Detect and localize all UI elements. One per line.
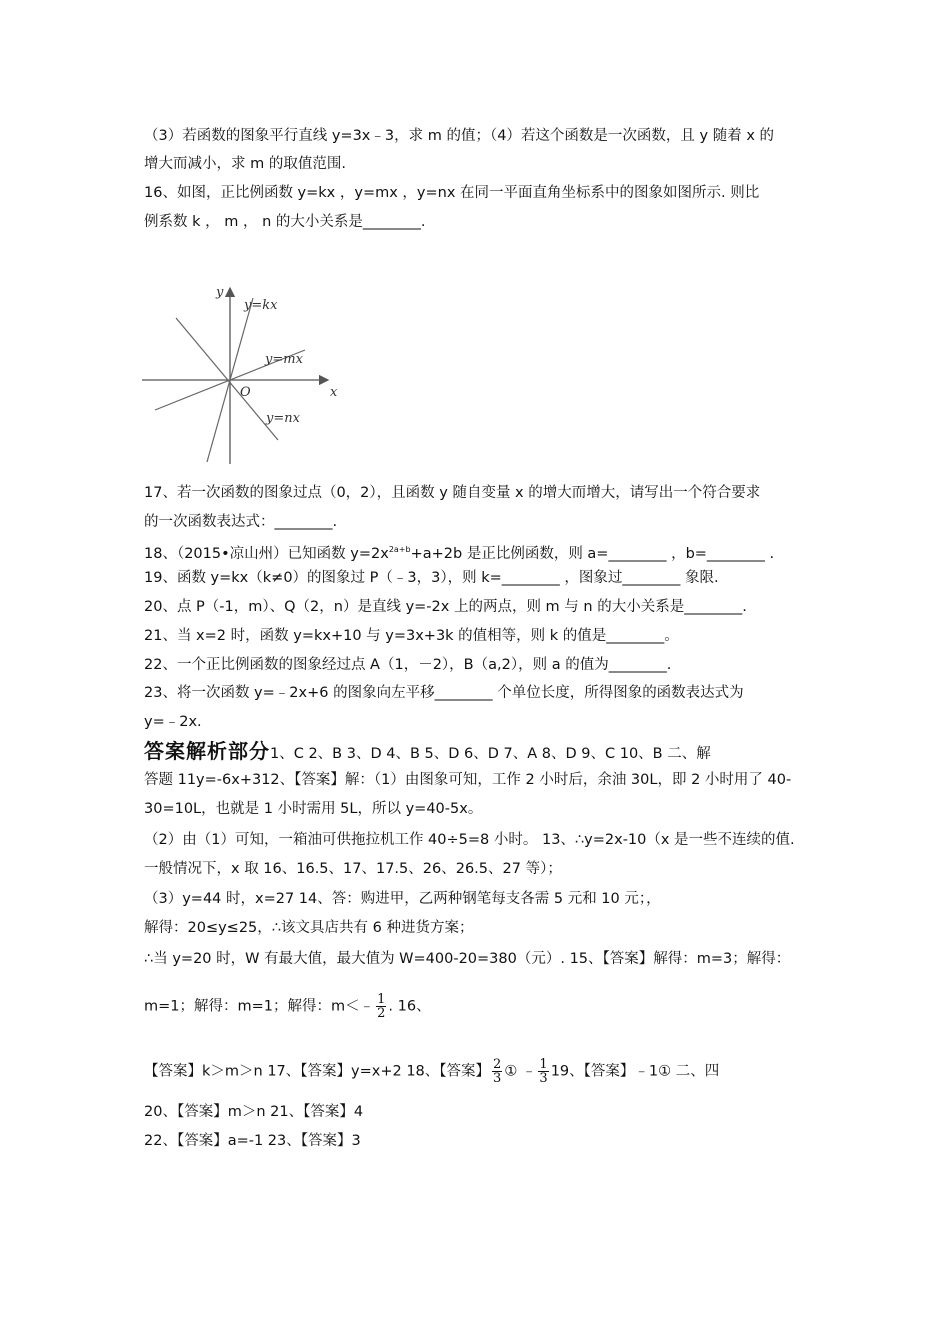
answers-line6: （3）y=44 时，x=27 14、答：购进甲，乙两种钢笔每支各需 5 元和 10 元；， — [144, 891, 661, 907]
answers-line8: ∴当 y=20 时，W 有最大值，最大值为 W=400-20=380（元）. 15、【答案】解得：m=3；解得： — [144, 951, 791, 967]
answers-line7: 解得：20≤y≤25，∴该文具店共有 6 种进货方案； — [144, 920, 474, 936]
fraction-denominator: 2 — [377, 1006, 386, 1021]
q16-line2: 例系数 k ， m ， n 的大小关系是________. — [144, 214, 426, 230]
fraction-denominator: 3 — [539, 1071, 548, 1086]
line-nx — [176, 318, 278, 440]
x-axis-label: x — [330, 385, 338, 400]
q21: 21、当 x=2 时，函数 y=kx+10 与 y=3x+3k 的值相等，则 k 的值是________。 — [144, 628, 679, 644]
q15-part3-4-line2: 增大而减小，求 m 的取值范围. — [144, 156, 346, 172]
q18-text-a: 18、（2015•凉山州）已知函数 y=2x — [144, 545, 389, 562]
q18-text-b: +a+2b 是正比例函数，则 a=________ ，b=________ . — [410, 545, 775, 562]
answers-line12: 22、【答案】a=-1 23、【答案】3 — [144, 1133, 361, 1149]
q20: 20、点 P（-1，m）、Q（2，n）是直线 y=-2x 上的两点，则 m 与 n 的大小关系是________. — [144, 599, 747, 615]
answers-line5: 一般情况下，x 取 16、16.5、17、17.5、26、26.5、27 等）； — [144, 861, 562, 877]
answers-line2: 答题 11y=-6x+312、【答案】解：（1）由图象可知，工作 2 小时后，余油 30L，即 2 小时用了 40- — [144, 772, 792, 788]
fraction-numerator: 1 — [539, 1057, 548, 1072]
q18-exponent: 2a+b — [388, 545, 411, 554]
fraction-denominator: 3 — [493, 1071, 502, 1086]
q22: 22、一个正比例函数的图象经过点 A（1，－2），B（a,2），则 a 的值为________. — [144, 657, 672, 673]
q19: 19、函数 y=kx（k≠0）的图象过 P（﹣3，3），则 k=________ ，图象过________ 象限. — [144, 570, 719, 586]
fraction-one-third — [538, 1058, 548, 1085]
answers-line10-text-a: 【答案】k＞m＞n 17、【答案】y=x+2 18、【答案】 — [144, 1063, 491, 1080]
q18 — [144, 540, 774, 564]
fraction-one-half — [376, 993, 386, 1020]
label-nx: y=nx — [266, 411, 300, 426]
fraction-two-thirds — [492, 1058, 502, 1085]
answers-mc: 1、C 2、B 3、D 4、B 5、D 6、D 7、A 8、D 9、C 10、B 二、解 — [270, 746, 711, 762]
answer-section-title: 答案解析部分 — [144, 739, 270, 763]
answers-line9 — [144, 993, 431, 1020]
answers-line4: （2）由（1）可知，一箱油可供拖拉机工作 40÷5=8 小时。 13、∴y=2x-10（x 是一些不连续的值. — [144, 832, 795, 848]
q23-line2: y=﹣2x. — [144, 714, 202, 730]
origin-label: O — [240, 385, 251, 400]
q17-line1: 17、若一次函数的图象过点（0，2），且函数 y 随自变量 x 的增大而增大，请写出一个符合要求 — [144, 485, 761, 501]
label-kx: y=kx — [244, 298, 278, 313]
answers-line9-text-b: . 16、 — [388, 998, 431, 1015]
q16-line1: 16、如图，正比例函数 y=kx ，y=mx ，y=nx 在同一平面直角坐标系中的图象如图所示. 则比 — [144, 185, 760, 201]
answers-line1 — [144, 741, 711, 764]
y-axis-label: y — [216, 285, 224, 300]
proportional-function-graph — [140, 280, 350, 470]
answers-line11: 20、【答案】m＞n 21、【答案】4 — [144, 1104, 364, 1120]
q17-line2: 的一次函数表达式：________. — [144, 514, 338, 530]
answers-line9-text-a: m=1；解得：m=1；解得：m＜﹣ — [144, 998, 375, 1015]
label-mx: y=mx — [265, 352, 303, 367]
answers-line10-text-b: ① ﹣ — [504, 1063, 537, 1080]
answers-line10-text-c: 19、【答案】﹣1① 二、四 — [550, 1063, 720, 1080]
fraction-numerator: 2 — [493, 1057, 502, 1072]
answers-line10 — [144, 1058, 719, 1085]
fraction-numerator: 1 — [377, 992, 386, 1007]
q23-line1: 23、将一次函数 y=﹣2x+6 的图象向左平移________ 个单位长度，所得图象的函数表达式为 — [144, 685, 744, 701]
answers-line3: 30=10L，也就是 1 小时需用 5L，所以 y=40-5x。 — [144, 801, 483, 817]
q15-part3-4-line1: （3）若函数的图象平行直线 y=3x﹣3，求 m 的值；（4）若这个函数是一次函数，且 y 随着 x 的 — [144, 128, 775, 144]
